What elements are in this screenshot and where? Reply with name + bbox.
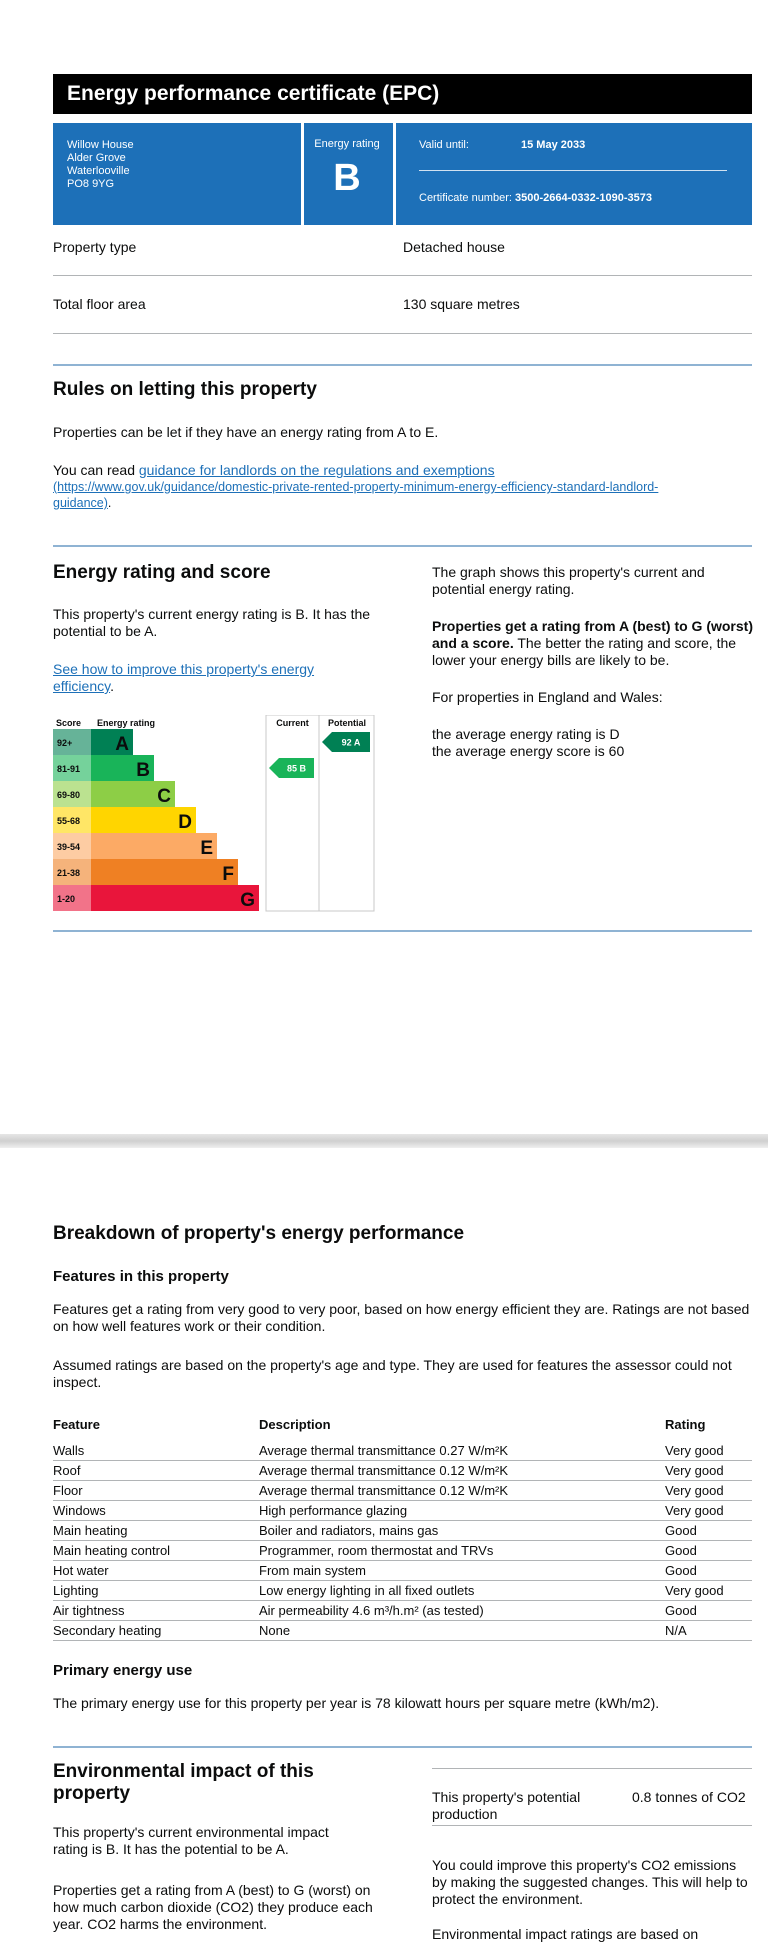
column-header: Description: [259, 1417, 331, 1432]
rating-cell: Good: [665, 1541, 752, 1561]
energy-rating-label: Energy rating: [314, 138, 380, 150]
section-divider: [53, 1746, 752, 1748]
current-header: Current: [276, 718, 309, 728]
description-cell: From main system: [259, 1561, 665, 1581]
average-score-text: the average energy score is 60: [432, 743, 625, 759]
improve-efficiency-link[interactable]: See how to improve this property's energy efficiency: [53, 661, 315, 694]
potential-header: Potential: [327, 718, 367, 728]
column-header: Feature: [53, 1417, 100, 1432]
property-type-value: Detached house: [403, 239, 505, 255]
floor-area-label: Total floor area: [53, 296, 146, 312]
column-header: Rating: [665, 1417, 706, 1432]
epc-summary-box: [53, 123, 752, 225]
feature-cell: Air tightness: [53, 1601, 259, 1621]
score-label: 92+: [57, 738, 73, 748]
description-cell: Average thermal transmittance 0.12 W/m²K: [259, 1481, 665, 1501]
rating-cell: Very good: [665, 1581, 752, 1601]
rating-cell: Very good: [665, 1501, 752, 1521]
table-row: [53, 1581, 752, 1601]
section-divider: [53, 930, 752, 932]
environment-ratings-text: Environmental impact ratings are based on: [432, 1926, 699, 1942]
features-heading: Features in this property: [53, 1268, 229, 1285]
potential-production-value: 0.8 tonnes of CO2: [632, 1789, 746, 1805]
letting-guidance: [53, 462, 752, 479]
score-label: 69-80: [57, 790, 81, 800]
graph-explanation: The graph shows this property's current and potential energy rating.: [432, 564, 705, 597]
breakdown-heading: Breakdown of property's energy performance: [53, 1223, 465, 1244]
letting-text: Properties can be let if they have an energy rating from A to E.: [53, 424, 439, 440]
environment-improve-text: You could improve this property's CO2 emissions by making the suggested changes. This will help to protect the environment.: [432, 1857, 748, 1907]
table-row: [53, 1561, 752, 1581]
divider: [301, 123, 304, 225]
table-row: [53, 1621, 752, 1641]
letting-read-prefix: You can read: [53, 462, 139, 478]
score-label: 1-20: [57, 894, 76, 904]
guidance-url-link-2[interactable]: guidance): [53, 496, 108, 510]
feature-cell: Windows: [53, 1501, 259, 1521]
feature-cell: Hot water: [53, 1561, 259, 1581]
band-letter: G: [240, 890, 255, 911]
certificate-number-value: 3500-2664-0332-1090-3573: [515, 192, 653, 204]
valid-until-label: Valid until:: [419, 139, 469, 151]
guidance-url: [53, 479, 752, 511]
description-cell: Air permeability 4.6 m³/h.m² (as tested): [259, 1601, 665, 1621]
score-header: Score: [56, 718, 82, 728]
landlord-guidance-link[interactable]: guidance for landlords on the regulations and exemptions: [138, 462, 495, 478]
score-label: 39-54: [57, 842, 81, 852]
rating-cell: Very good: [665, 1441, 752, 1461]
address-line-3: Waterlooville: [67, 165, 130, 177]
feature-cell: Main heating control: [53, 1541, 259, 1561]
features-intro-2: Assumed ratings are based on the property's age and type. They are used for features the assessor could not inspect.: [53, 1357, 732, 1390]
divider: [419, 170, 727, 171]
divider: [393, 123, 396, 225]
average-rating-text: the average energy rating is D: [432, 726, 620, 742]
band-letter: B: [136, 760, 150, 781]
letting-heading: Rules on letting this property: [53, 379, 317, 400]
band-letter: A: [115, 734, 129, 755]
rating-cell: N/A: [665, 1621, 752, 1641]
current-rating-marker-label: 85 B: [286, 763, 307, 774]
guidance-url-suffix: .: [107, 496, 112, 510]
address-line-4: PO8 9YG: [67, 178, 115, 190]
table-row: [53, 1501, 752, 1521]
guidance-url-link-1[interactable]: (https://www.gov.uk/guidance/domestic-private-rented-property-minimum-energy-efficiency-standard-landlord-: [53, 480, 659, 494]
rating-scale-bold: Properties get a rating from A (best) to G (worst) and a score.: [432, 618, 753, 651]
feature-cell: Lighting: [53, 1581, 259, 1601]
rating-header: Energy rating: [97, 718, 156, 728]
property-type-label: Property type: [53, 239, 137, 255]
potential-production-label: This property's potential production: [432, 1789, 581, 1822]
improve-efficiency: [53, 661, 353, 695]
description-cell: Average thermal transmittance 0.12 W/m²K: [259, 1461, 665, 1481]
divider: [53, 275, 752, 276]
energy-rating-heading: Energy rating and score: [53, 562, 271, 583]
improve-efficiency-suffix: .: [110, 678, 114, 694]
rating-scale-rest: The better the rating and score, the lower your energy bills are likely to be.: [432, 635, 737, 668]
table-row: [53, 1541, 752, 1561]
score-label: 81-91: [57, 764, 81, 774]
primary-energy-heading: Primary energy use: [53, 1662, 193, 1679]
description-cell: Average thermal transmittance 0.27 W/m²K: [259, 1441, 665, 1461]
score-label: 21-38: [57, 868, 81, 878]
feature-cell: Walls: [53, 1441, 259, 1461]
rating-cell: Good: [665, 1561, 752, 1581]
rating-scale-text: [432, 618, 754, 669]
rating-cell: Good: [665, 1521, 752, 1541]
feature-cell: Secondary heating: [53, 1621, 259, 1641]
rating-cell: Very good: [665, 1461, 752, 1481]
feature-cell: Roof: [53, 1461, 259, 1481]
description-cell: High performance glazing: [259, 1501, 665, 1521]
features-intro-1: Features get a rating from very good to very poor, based on how energy efficient they are. Ratings are not based on how well features work or their condition.: [53, 1301, 750, 1334]
page-title: Energy performance certificate (EPC): [67, 82, 440, 105]
divider: [432, 1825, 752, 1826]
description-cell: None: [259, 1621, 665, 1641]
region-text: For properties in England and Wales:: [432, 689, 663, 705]
address-line-1: Willow House: [67, 139, 134, 151]
score-label: 55-68: [57, 816, 81, 826]
section-divider: [53, 364, 752, 366]
current-rating-text: This property's current energy rating is B. It has the potential to be A.: [53, 606, 371, 639]
energy-rating-letter: B: [333, 157, 361, 199]
table-row: [53, 1601, 752, 1621]
features-table: [53, 1417, 752, 1641]
description-cell: Programmer, room thermostat and TRVs: [259, 1541, 665, 1561]
primary-energy-text: The primary energy use for this property per year is 78 kilowatt hours per square metre (kWh/m2).: [53, 1695, 660, 1711]
environment-current-text: This property's current environmental impact rating is B. It has the potential to be A.: [53, 1824, 329, 1857]
band-letter: D: [178, 812, 192, 833]
divider: [432, 1768, 752, 1769]
table-row: [53, 1521, 752, 1541]
band-bar: [91, 833, 217, 859]
address-line-2: Alder Grove: [67, 152, 126, 164]
potential-rating-marker-label: 92 A: [341, 737, 361, 748]
table-header-row: [53, 1417, 752, 1441]
floor-area-value: 130 square metres: [403, 296, 520, 312]
band-letter: E: [200, 838, 213, 859]
rating-cell: Very good: [665, 1481, 752, 1501]
current-column: [266, 715, 319, 911]
table-row: [53, 1481, 752, 1501]
divider: [53, 333, 752, 334]
page-break: [0, 1134, 768, 1148]
band-letter: F: [222, 864, 234, 885]
epc-title-bar: [53, 74, 752, 114]
environment-heading: Environmental impact of this property: [53, 1761, 314, 1804]
energy-rating-chart: [53, 715, 375, 915]
table-row: [53, 1441, 752, 1461]
section-divider: [53, 545, 752, 547]
band-bar: [91, 885, 259, 911]
certificate-number: [419, 192, 652, 204]
environment-scale-text: Properties get a rating from A (best) to G (worst) on how much carbon dioxide (CO2) they produce each year. CO2 harms the environment.: [53, 1882, 373, 1932]
band-letter: C: [157, 786, 171, 807]
feature-cell: Floor: [53, 1481, 259, 1501]
valid-until-date: 15 May 2033: [521, 139, 586, 151]
description-cell: Low energy lighting in all fixed outlets: [259, 1581, 665, 1601]
band-bar: [91, 859, 238, 885]
table-row: [53, 1461, 752, 1481]
description-cell: Boiler and radiators, mains gas: [259, 1521, 665, 1541]
certificate-number-label: Certificate number:: [419, 192, 512, 204]
rating-cell: Good: [665, 1601, 752, 1621]
feature-cell: Main heating: [53, 1521, 259, 1541]
